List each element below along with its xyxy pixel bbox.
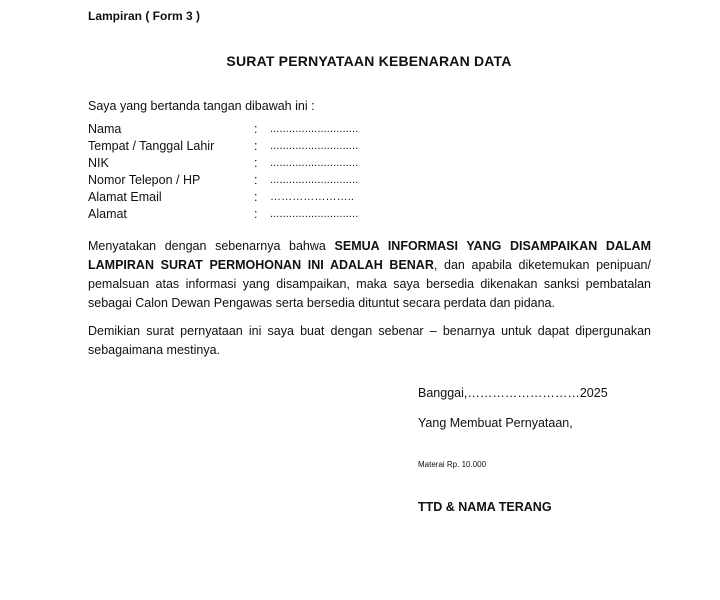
field-colon: : (254, 122, 258, 136)
paragraph-line: sebagaimana mestinya. (88, 343, 221, 357)
place-date: Banggai,………………………2025 (418, 386, 608, 400)
field-colon: : (254, 207, 258, 221)
field-label: Nama (88, 122, 122, 136)
field-label: Tempat / Tanggal Lahir (88, 139, 215, 153)
field-colon: : (254, 173, 258, 187)
stamp-duty-note: Materai Rp. 10.000 (418, 460, 487, 469)
closing-paragraph (88, 322, 651, 360)
paragraph-line: Demikian surat pernyataan ini saya buat dengan sebenar – benarnya untuk dapat dipergunakan (88, 324, 651, 338)
intro-text: Saya yang bertanda tangan dibawah ini : (88, 99, 315, 113)
signature-name: TTD & NAMA TERANG (418, 500, 552, 514)
paragraph-line (88, 256, 651, 275)
field-label: Nomor Telepon / HP (88, 173, 201, 187)
field-colon: : (254, 139, 258, 153)
field-colon: : (254, 190, 258, 204)
text-run: , dan apabila diketemukan penipuan/ (433, 258, 651, 272)
field-row-email (88, 189, 488, 206)
paragraph-line: sebagai Calon Dewan Pengawas serta bersedia dituntut secara perdata dan pidana. (88, 296, 555, 310)
field-row-nik (88, 155, 488, 172)
field-row-phone (88, 172, 488, 189)
field-blank: ………………….. (270, 191, 355, 203)
field-row-ttl (88, 138, 488, 155)
bold-text-run: LAMPIRAN SURAT PERMOHONAN INI ADALAH BENAR (88, 258, 434, 272)
field-row-address (88, 206, 488, 223)
field-blank: ............................ (270, 208, 359, 220)
signatory-label: Yang Membuat Pernyataan, (418, 416, 573, 430)
paragraph-line: pemalsuan atas informasi yang disampaikan, maka saya bersedia dikenakan sanksi pembatalan (88, 277, 651, 291)
attachment-label: Lampiran ( Form 3 ) (88, 9, 201, 23)
field-label: Alamat Email (88, 190, 162, 204)
field-label: Alamat (88, 207, 127, 221)
field-row-nama (88, 121, 488, 138)
document-title: SURAT PERNYATAAN KEBENARAN DATA (226, 53, 512, 69)
bold-text-run: SEMUA INFORMASI YANG DISAMPAIKAN DALAM (334, 239, 651, 253)
field-blank: ............................ (270, 140, 359, 152)
field-label: NIK (88, 156, 109, 170)
identity-fields (88, 121, 488, 223)
paragraph-line (88, 237, 651, 256)
field-colon: : (254, 156, 258, 170)
statement-paragraph (88, 237, 651, 313)
field-blank: ............................ (270, 174, 359, 186)
field-blank: ............................ (270, 157, 359, 169)
text-run: Menyatakan dengan sebenarnya bahwa (88, 239, 335, 253)
field-blank: ............................ (270, 123, 359, 135)
